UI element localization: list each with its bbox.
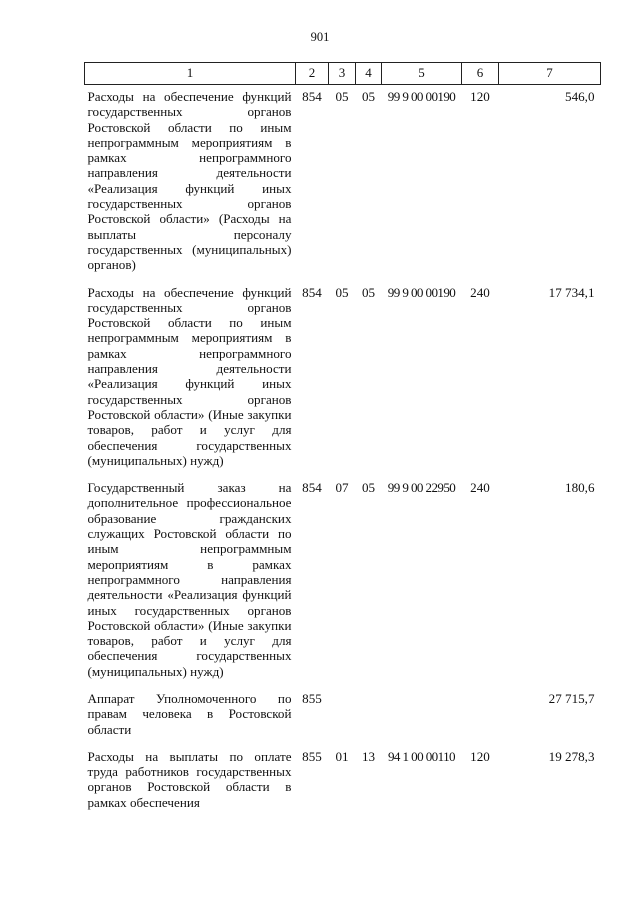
row-ved: 855 [302, 690, 322, 706]
budget-table [84, 62, 601, 818]
row-sum: 180,6 [565, 480, 595, 496]
row-csr: 99 9 00 00190 [387, 284, 456, 300]
header-cell-2: 2 [296, 63, 329, 85]
row-sum: 546,0 [565, 89, 595, 104]
table-row [85, 85, 601, 281]
row-pr: 05 [361, 89, 376, 104]
row-vr: 120 [470, 748, 490, 764]
page-number: 901 [310, 30, 330, 44]
row-rz [329, 687, 356, 745]
row-name: Расходы на обеспечение функций государственных органов Ростовской области по иным непрограммным мероприятиям в рамках непрограммного направления деятельности «Реализация функций иных государственных органов Ростовской области» (Иные закупки товаров, работ и услуг для обеспечения государственных (муниципальных) нужд) [87, 284, 292, 468]
row-vr: 120 [470, 89, 490, 104]
header-cell-5: 5 [382, 63, 462, 85]
row-csr: 99 9 00 22950 [387, 480, 456, 496]
table-row [85, 281, 601, 477]
row-csr: 94 1 00 00110 [387, 748, 455, 764]
row-csr: 99 9 00 00190 [387, 89, 456, 104]
header-cell-3: 3 [329, 63, 356, 85]
table-header-row [85, 63, 601, 85]
row-rz: 05 [335, 284, 349, 300]
row-ved: 855 [302, 748, 322, 764]
row-ved: 854 [302, 284, 322, 300]
table-row [85, 687, 601, 745]
row-sum: 17 734,1 [548, 284, 595, 300]
header-cell-4: 4 [356, 63, 382, 85]
row-name: Расходы на выплаты по оплате труда работников государственных органов Ростовской области в рамках обеспечения [87, 748, 292, 810]
row-pr: 05 [361, 480, 376, 496]
row-rz: 01 [335, 748, 349, 764]
row-name: Аппарат Уполномоченного по правам человека в Ростовской области [87, 690, 292, 737]
row-csr [382, 687, 462, 745]
row-rz: 05 [335, 89, 349, 104]
table-row [85, 745, 601, 818]
row-name: Расходы на обеспечение функций государственных органов Ростовской области по иным непрограммным мероприятиям в рамках непрограммного направления деятельности «Реализация функций иных государственных органов Ростовской области» (Расходы на выплаты персоналу государственных (муниципальных) органов) [87, 89, 292, 273]
row-name: Государственный заказ на дополнительное профессиональное образование гражданских служащих Ростовской области по иным непрограммным мероприятиям в рамках непрограммного направления деятельности «Реализация функций иных государственных органов Ростовской области» (Иные закупки товаров, работ и услуг для обеспечения государственных (муниципальных) нужд) [87, 480, 292, 679]
row-rz: 07 [335, 480, 349, 496]
row-sum: 27 715,7 [548, 690, 595, 706]
header-cell-7: 7 [499, 63, 601, 85]
row-ved: 854 [302, 480, 322, 496]
row-pr: 05 [361, 284, 376, 300]
row-ved: 854 [302, 89, 322, 104]
table-row [85, 476, 601, 687]
row-sum: 19 278,3 [548, 748, 595, 764]
row-vr: 240 [470, 284, 490, 300]
row-vr [462, 687, 499, 745]
row-pr: 13 [361, 748, 376, 764]
header-cell-1: 1 [85, 63, 296, 85]
row-vr: 240 [470, 480, 490, 496]
row-pr [356, 687, 382, 745]
header-cell-6: 6 [462, 63, 499, 85]
